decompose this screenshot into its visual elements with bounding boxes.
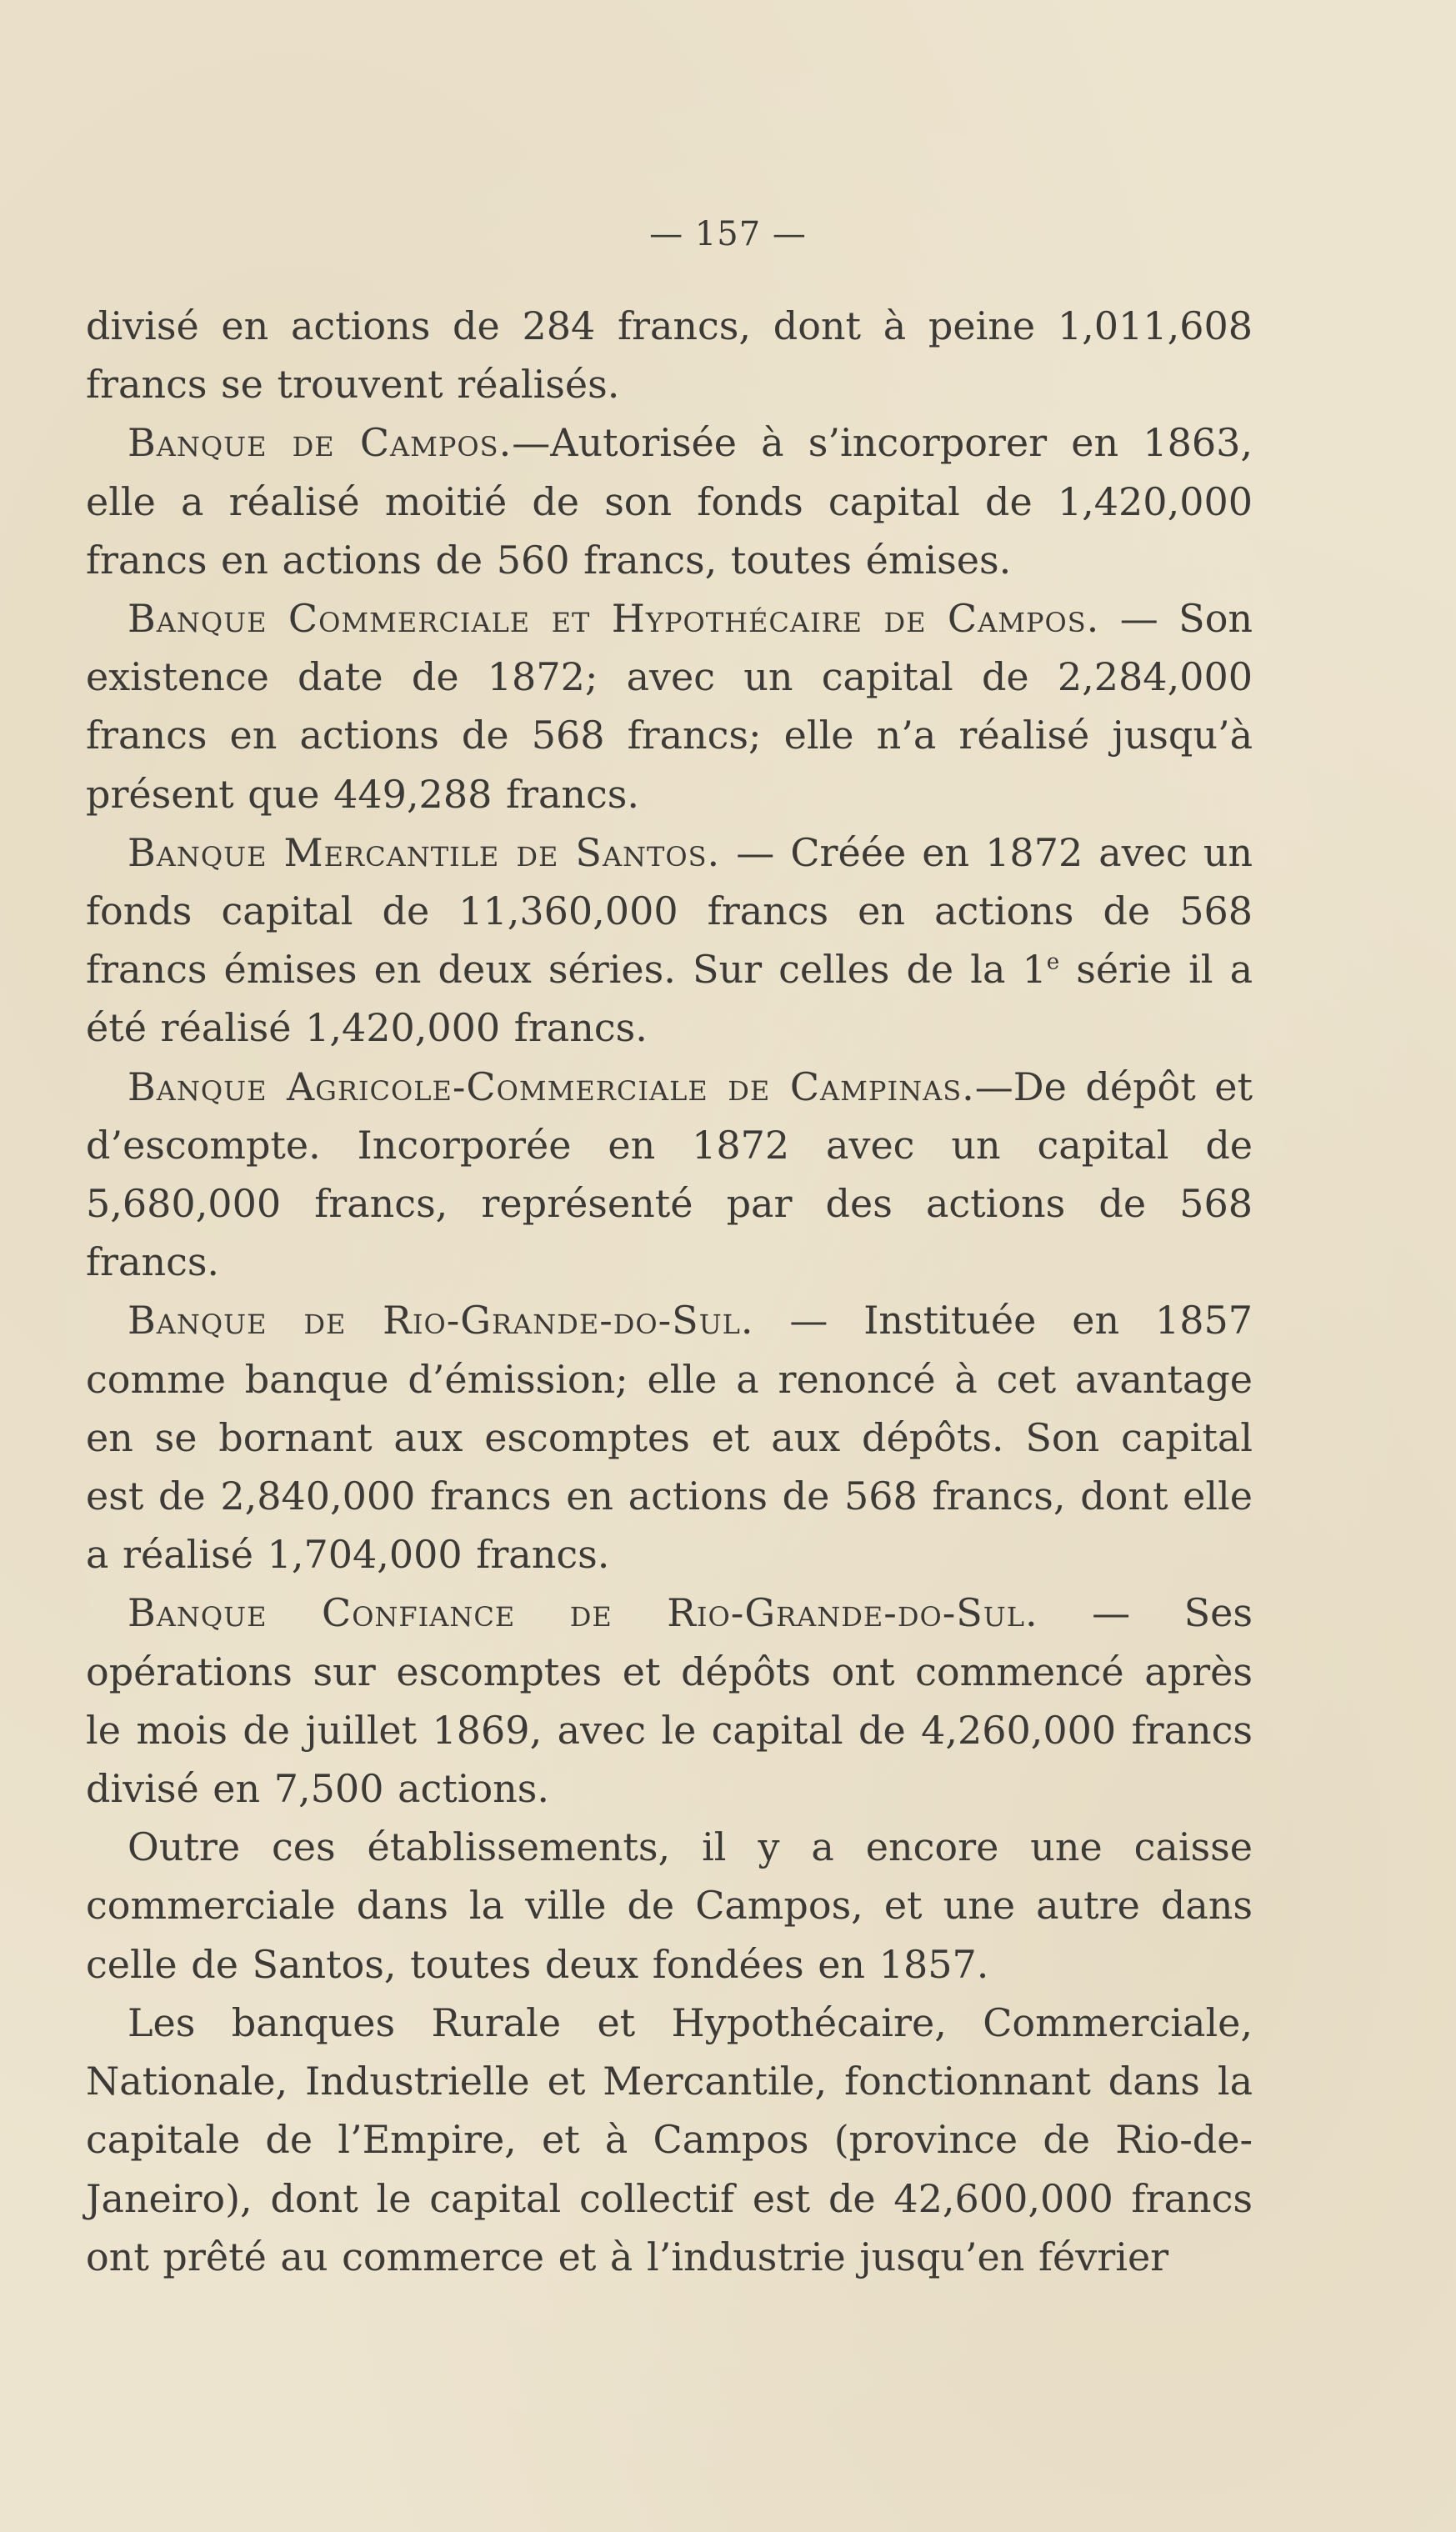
section-heading: Banque Commerciale et Hypothécaire de Campos. xyxy=(128,596,1100,642)
paragraph-banque-commerciale-hypothecaire: Banque Commerciale et Hypothécaire de Campos. — Son existence date de 1872; avec un capital de 2,284,000 francs en actions de 568 francs; elle n’a réalisé jusqu’à présent que 449,288 francs. xyxy=(86,596,1253,817)
body-text xyxy=(86,297,1253,2286)
paragraph-banque-mercantile-santos: Banque Mercantile de Santos. — Créée en 1872 avec un fonds capital de 11,360,000 francs en actions de 568 francs émises en deux séries. Sur celles de la 1e série il a été réalisé 1,420,000 francs. xyxy=(86,829,1253,1051)
paragraph-outre: Outre ces établissements, il y a encore une caisse commerciale dans la ville de Campos, et une autre dans celle de Santos, toutes deux fondées en 1857. xyxy=(86,1824,1253,1987)
paragraph-banque-de-campos: Banque de Campos.—Autorisée à s’incorporer en 1863, elle a réalisé moitié de son fonds capital de 1,420,000 francs en actions de 560 francs, toutes émises. xyxy=(86,420,1253,583)
superscript: e xyxy=(1046,949,1060,975)
section-heading: Banque de Rio-Grande-do-Sul. xyxy=(128,1298,754,1344)
paragraph-banque-rio-grande: Banque de Rio-Grande-do-Sul. — Instituée en 1857 comme banque d’émission; elle a renoncé à cet avantage en se bornant aux escomptes et aux dépôts. Son capital est de 2,840,000 francs en actions de 568 francs, dont elle a réalisé 1,704,000 francs. xyxy=(86,1298,1253,1578)
paragraph-banque-confiance: Banque Confiance de Rio-Grande-do-Sul. — Ses opérations sur escomptes et dépôts ont commencé après le mois de juillet 1869, avec le capital de 4,260,000 francs divisé en 7,500 actions. xyxy=(86,1590,1253,1812)
paragraph-les-banques: Les banques Rurale et Hypothécaire, Commerciale, Nationale, Industrielle et Mercantile, fonctionnant dans la capitale de l’Empire, et à Campos (province de Rio-de-Janeiro), dont le capital collectif est de 42,600,000 francs ont prêté au commerce et à l’industrie jusqu’en février xyxy=(86,1999,1253,2279)
section-heading: Banque Confiance de Rio-Grande-do-Sul. xyxy=(128,1590,1038,1636)
section-heading: Banque de Campos. xyxy=(128,420,513,466)
section-heading: Banque Mercantile de Santos. xyxy=(128,829,721,875)
paragraph-continuation: divisé en actions de 284 francs, dont à peine 1,011,608 francs se trouvent réalisés. xyxy=(86,303,1253,408)
section-heading: Banque Agricole-Commerciale de Campinas. xyxy=(128,1063,975,1109)
page-number: — 157 — xyxy=(649,215,807,253)
paragraph-banque-agricole-campinas: Banque Agricole-Commerciale de Campinas.—De dépôt et d’escompte. Incorporée en 1872 avec un capital de 5,680,000 francs, représenté par des actions de 568 francs. xyxy=(86,1063,1253,1285)
